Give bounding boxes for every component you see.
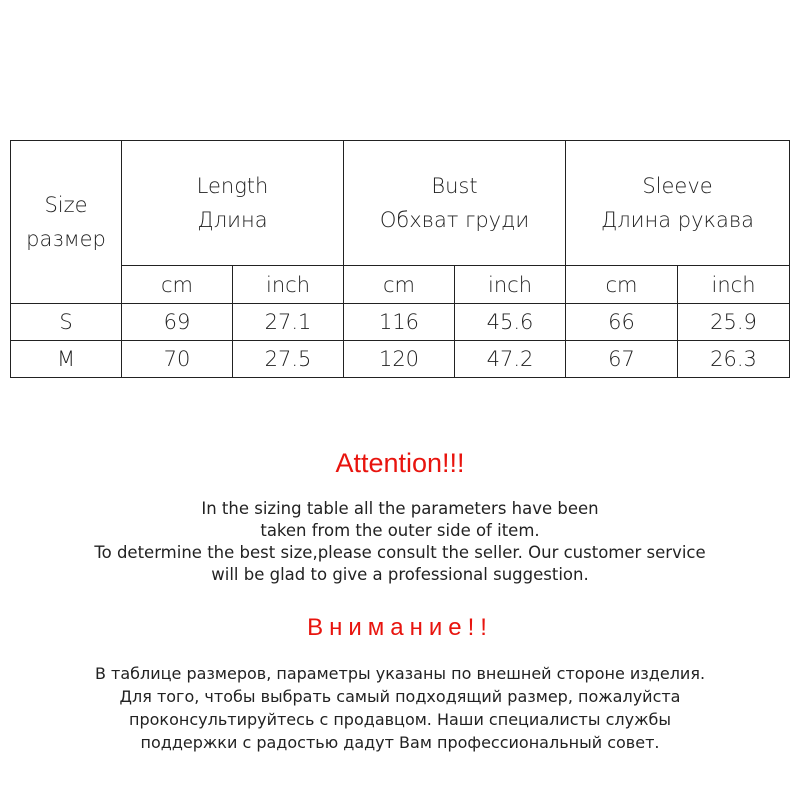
value-cell: 26.3 bbox=[678, 341, 790, 378]
value-cell: 45.6 bbox=[455, 304, 566, 341]
notice-en-line: will be glad to give a professional suggestion. bbox=[211, 565, 589, 584]
unit-cell: inch bbox=[678, 266, 790, 304]
size-header-en: Size bbox=[44, 193, 88, 217]
value-cell: 25.9 bbox=[678, 304, 790, 341]
length-header-ru: Длина bbox=[197, 208, 268, 232]
table-row bbox=[11, 304, 790, 341]
value-cell: 69 bbox=[122, 304, 233, 341]
value-cell: 47.2 bbox=[455, 341, 566, 378]
table-unit-row bbox=[11, 266, 790, 304]
notice-ru-line: Для того, чтобы выбрать самый подходящий размер, пожалуйста bbox=[119, 687, 681, 706]
notice-ru-line: поддержки с радостью дадут Вам профессиональный совет. bbox=[140, 733, 660, 752]
unit-cell: inch bbox=[233, 266, 344, 304]
notice-ru-line: В таблице размеров, параметры указаны по внешней стороне изделия. bbox=[94, 664, 706, 683]
bust-header-en: Bust bbox=[431, 174, 478, 198]
sleeve-header-ru: Длина рукава bbox=[600, 208, 755, 232]
size-header-cell bbox=[11, 141, 122, 304]
length-header-en: Length bbox=[196, 174, 269, 198]
value-cell: 27.1 bbox=[233, 304, 344, 341]
value-cell: 70 bbox=[122, 341, 233, 378]
table-row bbox=[11, 341, 790, 378]
value-cell: 66 bbox=[566, 304, 678, 341]
notice-en-line: In the sizing table all the parameters have been bbox=[201, 499, 599, 518]
value-cell: 120 bbox=[344, 341, 455, 378]
notice-en-paragraph bbox=[0, 542, 800, 586]
unit-cell: cm bbox=[344, 266, 455, 304]
value-cell: 67 bbox=[566, 341, 678, 378]
size-header-ru: размер bbox=[26, 227, 106, 251]
size-cell: S bbox=[11, 304, 122, 341]
notice-ru-line: проконсультируйтесь с продавцом. Наши специалисты службы bbox=[129, 710, 671, 729]
sleeve-header-en: Sleeve bbox=[642, 174, 713, 198]
bust-header-ru: Обхват груди bbox=[379, 208, 530, 232]
unit-cell: cm bbox=[566, 266, 678, 304]
notice-en-paragraph bbox=[0, 498, 800, 542]
table-header-row bbox=[11, 141, 790, 266]
size-chart-table bbox=[10, 140, 790, 378]
notice-en-line: taken from the outer side of item. bbox=[260, 521, 540, 540]
length-header-cell bbox=[122, 141, 344, 266]
value-cell: 116 bbox=[344, 304, 455, 341]
bust-header-cell bbox=[344, 141, 566, 266]
notice-text-ru bbox=[0, 662, 800, 754]
attention-heading-ru: Внимание!! bbox=[307, 614, 493, 641]
size-cell: M bbox=[11, 341, 122, 378]
notice-en-line: To determine the best size,please consult the seller. Our customer service bbox=[94, 543, 706, 562]
unit-cell: cm bbox=[122, 266, 233, 304]
value-cell: 27.5 bbox=[233, 341, 344, 378]
unit-cell: inch bbox=[455, 266, 566, 304]
attention-heading-en: Attention!!! bbox=[335, 448, 465, 478]
sleeve-header-cell bbox=[566, 141, 790, 266]
notice-text-en bbox=[0, 498, 800, 586]
